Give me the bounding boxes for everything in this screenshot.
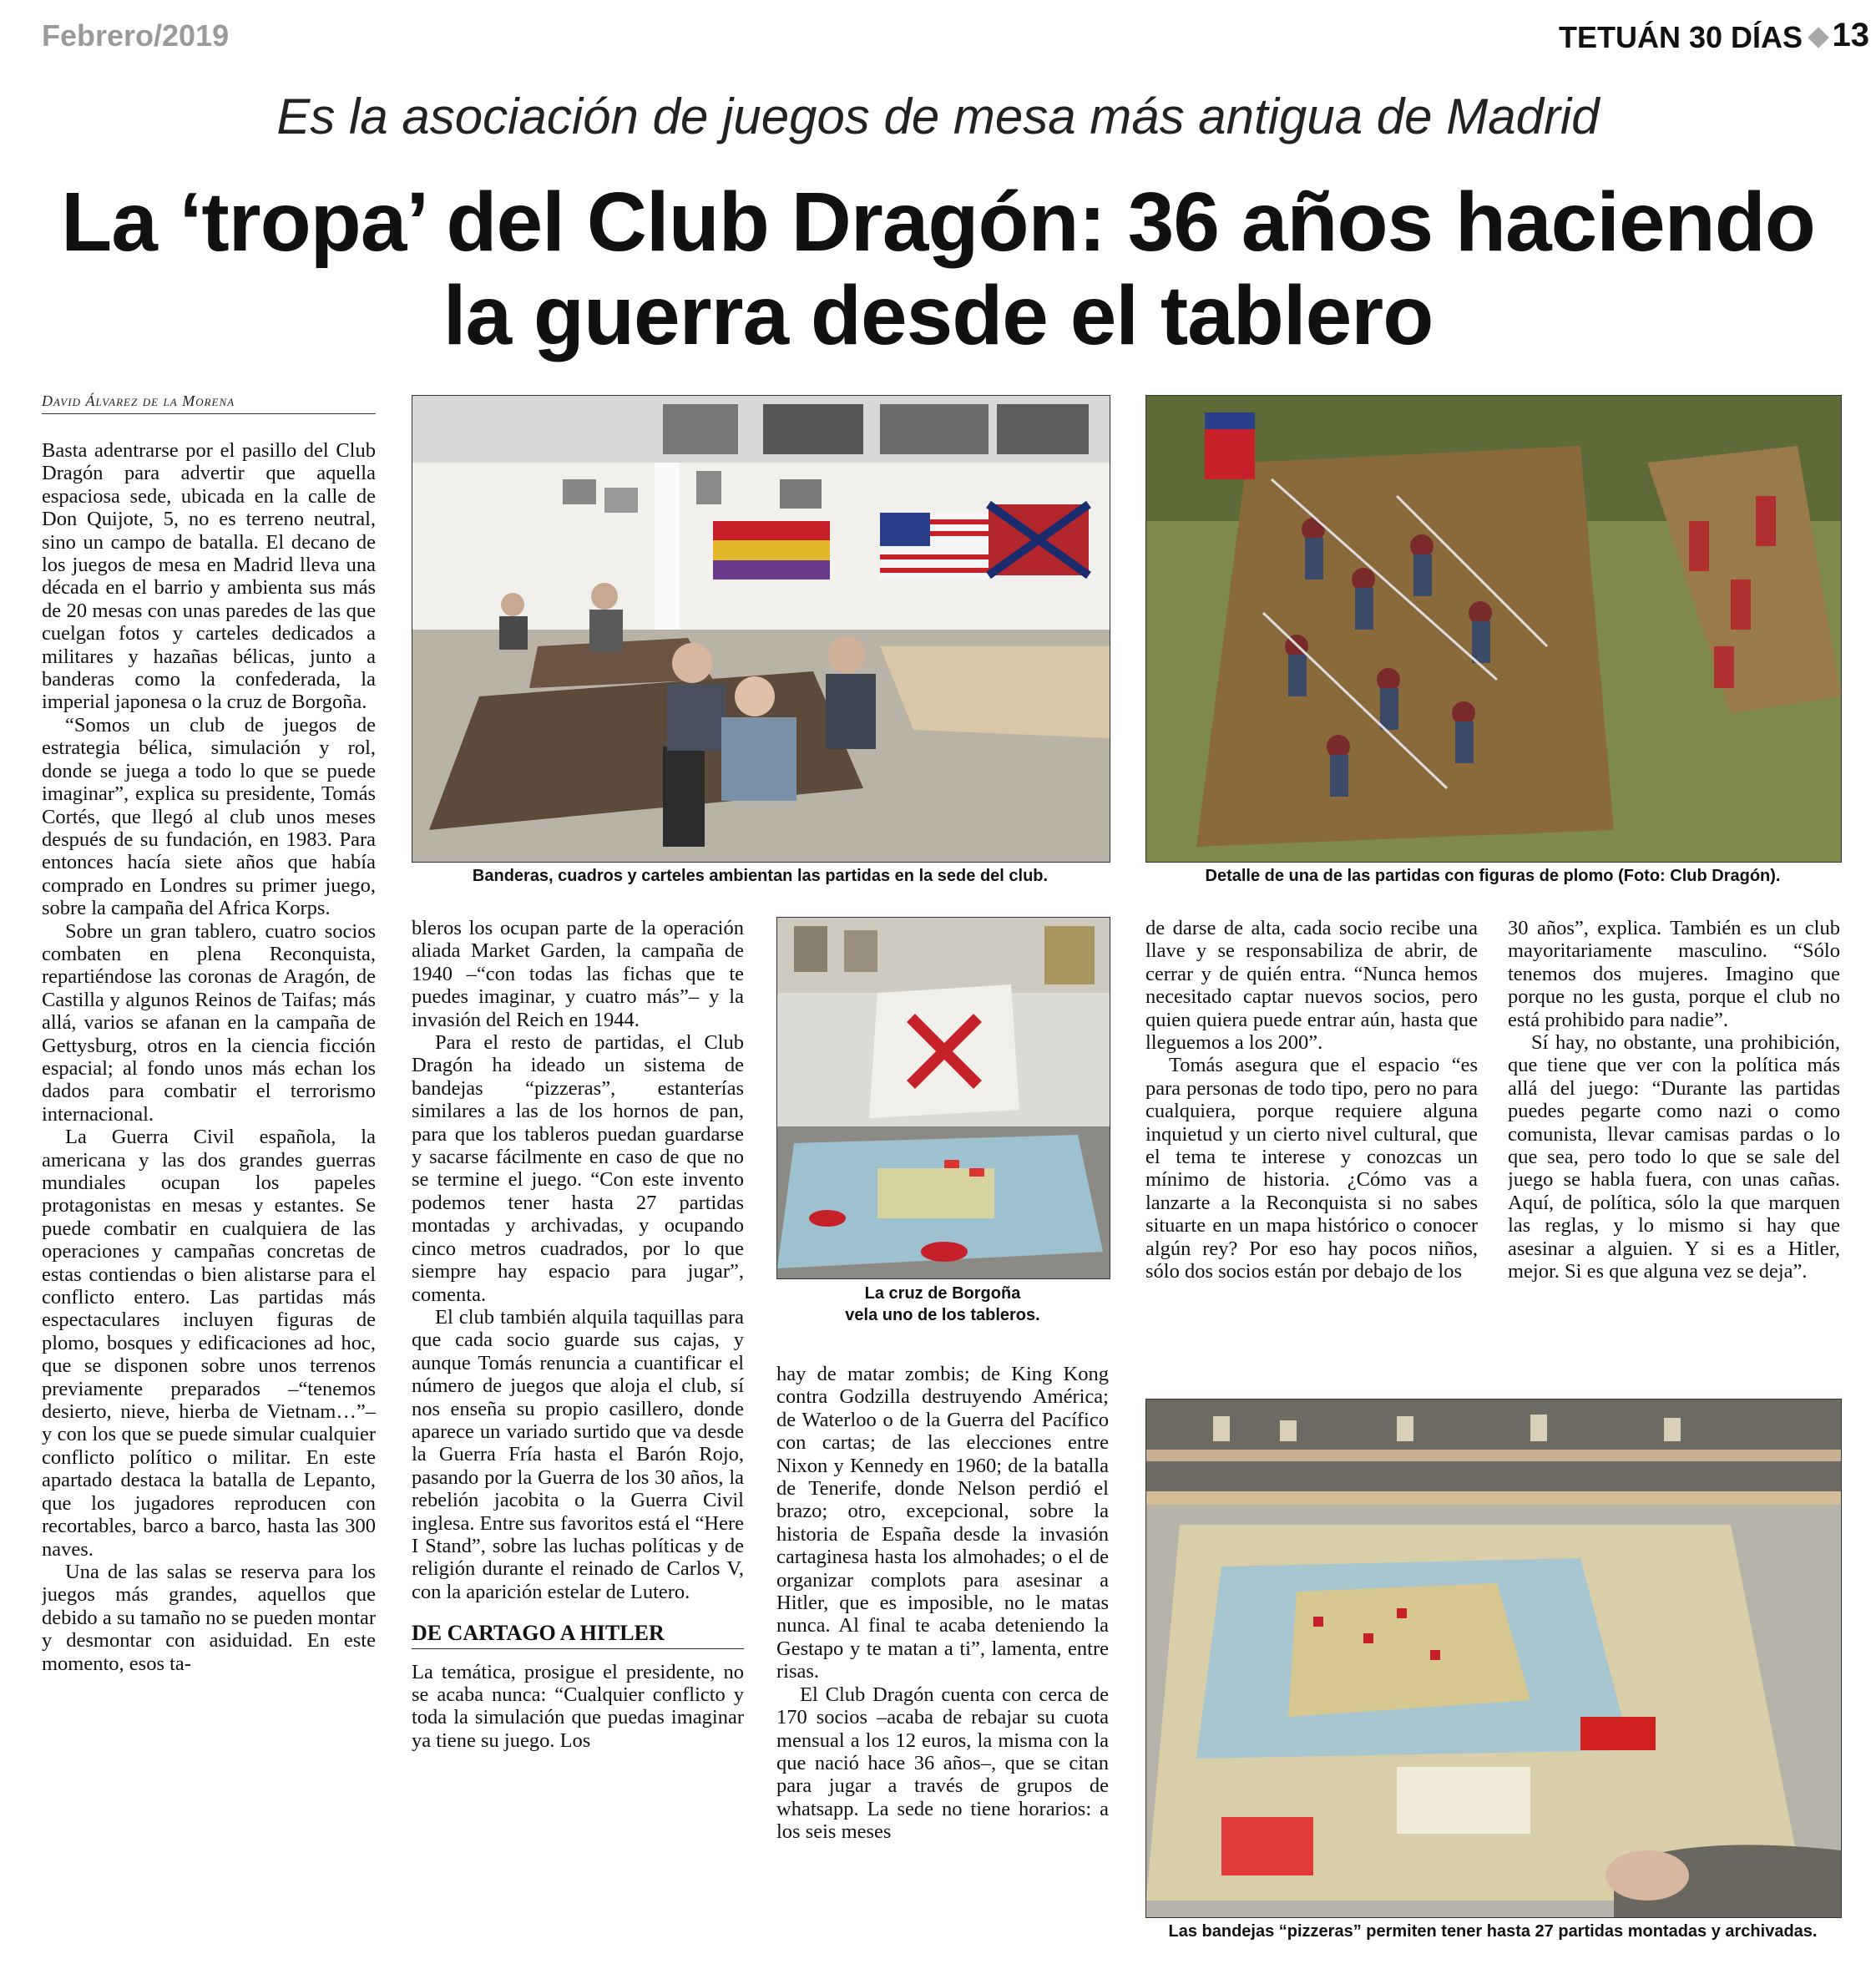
newspaper-name: TETUÁN 30 DÍAS xyxy=(1558,20,1803,54)
paragraph: 30 años”, explica. También es un club mayoritariamente masculino. “Sólo tenemos dos mujeres. Imagino que porque no les gusta, porque el club no está prohibido para nadie”. xyxy=(1508,917,1840,1031)
lead-figures-photo xyxy=(1145,395,1842,863)
paragraph: La temática, prosigue el presidente, no se acaba nunca: “Cualquier conflicto y toda la simulación que puedas imaginar ya tiene su juego. Los xyxy=(412,1660,744,1752)
caption-figures: Detalle de una de las partidas con figuras de plomo (Foto: Club Dragón). xyxy=(1205,867,1781,885)
caption-burgundy xyxy=(776,1283,1109,1326)
caption-burgundy-line-1: La cruz de Borgoña xyxy=(864,1284,1021,1303)
paragraph: Tomás asegura que el espacio “es para personas de todo tipo, pero no para cualquiera, porque requiere alguna inquietud y un cierto nivel cultural, que el tema te interese y conozcas un mínimo de historia. ¿Cómo vas a lanzarte a la Reconquista si no sabes situarte en un mapa histórico o conocer algún rey? Por eso hay pocos niños, sólo dos socios están por debajo de los xyxy=(1145,1054,1478,1283)
paragraph: Una de las salas se reserva para los juegos más grandes, aquellos que debido a su tamaño no se pueden montar y desmontar con asiduidad. En este momento, esos ta- xyxy=(42,1560,376,1675)
headline-line-2: la guerra desde el tablero xyxy=(442,269,1434,362)
kicker: Es la asociación de juegos de mesa más antigua de Madrid xyxy=(276,89,1600,144)
article-column-4 xyxy=(1145,917,1478,1384)
paragraph: El club también alquila taquillas para que cada socio guarde sus cajas, y aunque Tomás renuncia a cuantificar el número de juegos que aloja el club, sí nos enseña su propio casillero, donde aparece un variado surtido que va desde la Guerra Fría hasta el Barón Rojo, pasando por la Guerra de los 30 años, la rebelión jacobita o la Guerra Civil inglesa. Entre sus favoritos está el “Here I Stand”, sobre las luchas políticas y de religión durante el reinado de Carlos V, con la aparición estelar de Lutero. xyxy=(412,1305,744,1603)
paragraph: bleros los ocupan parte de la operación aliada Market Garden, la campaña de 1940 –“con todas las fichas que te puedes imaginar, y cuatro más”– y la invasión del Reich en 1944. xyxy=(412,917,744,1031)
diamond-icon xyxy=(1808,27,1828,48)
paragraph: Basta adentrarse por el pasillo del Club Dragón para advertir que aquella espaciosa sede, ubicada en la calle de Don Quijote, 5, no es terreno neutral, sino un campo de batalla. El decano de los juegos de mesa en Madrid lleva una década en el barrio y ambienta sus más de 20 mesas con unas paredes de las que cuelgan fotos y carteles dedicados a militares y hazañas bélicas, junto a banderas como la confederada, la imperial japonesa o la cruz de Borgoña. xyxy=(42,439,376,714)
burgundy-cross-photo xyxy=(776,917,1110,1279)
article-column-2 xyxy=(412,917,744,1934)
game-trays-photo xyxy=(1145,1399,1842,1918)
paragraph: Sí hay, no obstante, una prohibición, que tiene que ver con la política más allá del juego: “Durante las partidas puedes pegarte como nazi o como comunista, llevar camisas pardas o lo que sea, pero todo lo que se sale del juego se habla fuera, con unas cañas. Aquí, de política, sólo la que marquen las reglas, y lo mismo si hay que asesinar a alguien. Y si es a Hitler, mejor. Si es que alguna vez se deja”. xyxy=(1508,1031,1840,1283)
caption-burgundy-line-2: vela uno de los tableros. xyxy=(845,1306,1040,1324)
paragraph: hay de matar zombis; de King Kong contra Godzilla destruyendo América; de Waterloo o de la Guerra del Pacífico con cartas; de las elecciones entre Nixon y Kennedy en 1960; de la batalla de Tenerife, donde Nelson perdió el brazo; otro, excepcional, sobre la historia de España desde la invasión cartaginesa hasta los almohades; o el de organizar complots para asesinar a Hitler, que es imposible, no le matas nunca. Al final te acaba deteniendo la Gestapo y te matan a ti”, lamenta, entre risas. xyxy=(776,1363,1109,1683)
paragraph: “Somos un club de juegos de estrategia bélica, simulación y rol, donde se juega a todo lo que se puede imaginar”, explica su presidente, Tomás Cortés, que llegó al club unos meses después de su fundación, en 1983. Para entonces hacía siete años que había comprado en Londres su primer juego, sobre la campaña del Africa Korps. xyxy=(42,713,376,920)
paragraph: Sobre un gran tablero, cuatro socios combaten en plena Reconquista, repartiéndose las coronas de Aragón, de Castilla y algunos Reinos de Taifas; más allá, varios se afanan en la campaña de Gettysburg, otros en la ciencia ficción espacial; al fondo unos más echan los dados para combatir el terrorismo internacional. xyxy=(42,919,376,1126)
headline xyxy=(0,175,1876,362)
issue-date: Febrero/2019 xyxy=(42,18,230,53)
paragraph: El Club Dragón cuenta con cerca de 170 socios –acaba de rebajar su cuota mensual a los 12 euros, la misma con la que nació hace 36 años–, que se citan para jugar a través de grupos de whatsapp. La sede no tiene horarios: a los seis meses xyxy=(776,1683,1109,1844)
paragraph: La Guerra Civil española, la americana y las dos grandes guerras mundiales ocupan los papeles protagonistas en mesas y estantes. Se puede combatir en cualquiera de las operaciones y campañas concretas de estas contiendas o bien alistarse para el conflicto entero. Las partidas más espectaculares incluyen figuras de plomo, bosques y edificaciones ad hoc, que se disponen sobre unos terrenos previamente preparados –“tenemos desierto, nieve, hierba de Vietnam…”– y con los que se puede simular cualquier conflicto político o militar. En este apartado destaca la batalla de Lepanto, que los jugadores reproducen con recortables, barco a barco, hasta las 300 naves. xyxy=(42,1126,376,1561)
caption-club-room: Banderas, cuadros y carteles ambientan las partidas en la sede del club. xyxy=(472,867,1049,885)
byline: David Álvarez de la Morena xyxy=(42,392,376,414)
article-column-1 xyxy=(42,439,376,1934)
burgundy-illustration xyxy=(777,918,1110,1278)
figures-illustration xyxy=(1146,396,1841,862)
headline-line-1: La ‘tropa’ del Club Dragón: 36 años haciendo xyxy=(61,175,1815,269)
article-column-3 xyxy=(776,1363,1109,1934)
club-room-photo xyxy=(412,395,1110,863)
caption-trays: Las bandejas “pizzeras” permiten tener hasta 27 partidas montadas y archivadas. xyxy=(1168,1922,1818,1941)
paragraph: Para el resto de partidas, el Club Dragón ha ideado un sistema de bandejas “pizzeras”, estanterías similares a las de los hornos de pan, para que los tableros puedan guardarse y sacarse fácilmente en caso de que no se termine el juego. “Con este invento podemos tener hasta 27 partidas montadas y archivadas, y ocupando cinco metros cuadrados, por lo que siempre hay espacio para jugar”, comenta. xyxy=(412,1031,744,1306)
page-number: 13 xyxy=(1832,17,1869,53)
club-room-illustration xyxy=(412,396,1110,862)
subheading: DE CARTAGO A HITLER xyxy=(412,1622,744,1648)
trays-illustration xyxy=(1146,1400,1841,1917)
article-column-5 xyxy=(1508,917,1840,1384)
paragraph: de darse de alta, cada socio recibe una llave y se responsabiliza de abrir, de cerrar y de quién entra. “Nunca hemos necesitado captar nuevos socios, pero quien quiera puede entrar aún, hasta que lleguemos a los 200”. xyxy=(1145,917,1478,1055)
